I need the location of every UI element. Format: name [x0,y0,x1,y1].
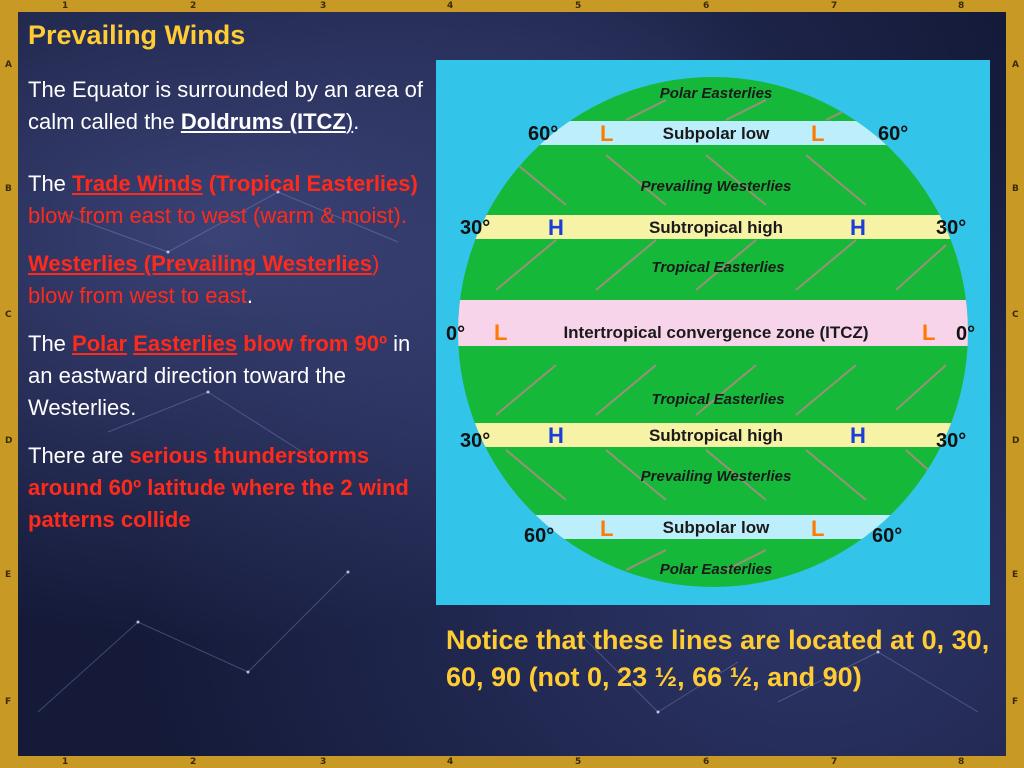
label-itcz: Intertropical convergence zone (ITCZ) [563,323,869,342]
ruler-bottom-6: 6 [703,757,710,767]
slide-background [18,12,1006,756]
lat-30-south-right: 30° [936,430,967,452]
ruler-top-6: 6 [703,1,710,11]
p4-blow: blow from 90º [237,331,387,356]
ruler-bottom-1: 1 [62,757,69,767]
label-polar-easterlies-north: Polar Easterlies [659,85,773,102]
label-subtropical-high-north: Subtropical high [648,218,784,237]
body-text [28,74,428,552]
easterlies-term: Easterlies [133,331,238,356]
lat-0-left: 0° [446,323,466,345]
ruler-right-e: E [1012,570,1019,580]
p1-text: The Equator is surrounded by an area of calm called the [28,77,424,134]
low-marker-eq-east: L [922,320,936,345]
p3-end: . [246,283,253,308]
low-marker-60n-west: L [600,121,614,146]
paragraph-polar [28,328,428,424]
ruler-left-c: C [5,310,12,320]
label-tropical-easterlies-south: Tropical Easterlies [651,391,785,408]
p5-text: There are [28,443,130,468]
lat-0-right: 0° [956,323,976,345]
lat-30-south-left: 30° [460,430,491,452]
lat-60-north-right: 60° [878,123,909,145]
low-marker-60s-east: L [811,516,825,541]
ruler-left-d: D [5,436,13,446]
thunderstorms-text: serious thunderstorms around 60º latitude where the 2 wind patterns collide [28,443,409,532]
ruler-left-b: B [5,184,12,194]
globe-diagram [436,60,990,605]
wind-belts-diagram [436,60,990,605]
ruler-top-7: 7 [831,1,838,11]
slide-title: Prevailing Winds [28,20,246,50]
p1-close: ) [345,109,354,134]
ruler-right-f: F [1012,697,1019,707]
ruler-right-a: A [1012,60,1019,70]
ruler-bottom-4: 4 [447,757,454,767]
low-marker-eq-west: L [494,320,508,345]
low-marker-60n-east: L [811,121,825,146]
ruler-top-3: 3 [320,1,327,11]
high-marker-30s-east: H [850,423,866,448]
high-marker-30n-east: H [850,215,866,240]
ruler-bottom-5: 5 [575,757,582,767]
doldrums-term: Doldrums (ITCZ [180,109,346,134]
ruler-bottom-3: 3 [320,757,327,767]
ruler-top-1: 1 [62,1,69,11]
label-polar-easterlies-south: Polar Easterlies [659,561,773,578]
ruler-bottom-8: 8 [958,757,965,767]
p4-desc: in an eastward direction toward the Westerlies. [28,331,411,420]
trade-winds-term: Trade Winds [72,171,203,196]
notice-text: Notice that these lines are located at 0, 30, 60, 90 (not 0, 23 ½, 66 ½, and 90) [446,625,990,692]
p2-text: The [28,171,73,196]
paragraph-thunderstorms [28,440,428,536]
label-tropical-easterlies-north: Tropical Easterlies [651,259,785,276]
p1-end: . [353,109,360,134]
ruler-top-8: 8 [958,1,965,11]
westerlies-term: Westerlies (Prevailing Westerlies [28,251,373,276]
ruler-top-5: 5 [575,1,582,11]
lat-60-south-right: 60° [872,525,903,547]
paragraph-doldrums [28,74,428,138]
low-marker-60s-west: L [600,516,614,541]
label-subpolar-low-south: Subpolar low [662,518,770,537]
lat-30-north-right: 30° [936,217,967,239]
p3-desc: ) blow from west to east [28,251,380,308]
high-marker-30n-west: H [548,215,564,240]
ruler-left-a: A [5,60,12,70]
label-prevailing-westerlies-south: Prevailing Westerlies [640,468,792,485]
high-marker-30s-west: H [548,423,564,448]
ruler-top-4: 4 [447,1,454,11]
p4-text: The [28,331,73,356]
ruler-right-b: B [1012,184,1019,194]
label-subpolar-low-north: Subpolar low [662,124,770,143]
polar-term: Polar [72,331,128,356]
p2-desc: blow from east to west (warm & moist). [28,203,407,228]
ruler-top-2: 2 [190,1,197,11]
paragraph-trade-winds [28,168,428,232]
ruler-right-c: C [1012,310,1019,320]
paragraph-westerlies [28,248,428,312]
ruler-left-f: F [5,697,12,707]
ruler-bottom-2: 2 [190,757,197,767]
ruler-right-d: D [1012,436,1020,446]
tropical-easterlies-term: (Tropical Easterlies) [202,171,418,196]
label-prevailing-westerlies-north: Prevailing Westerlies [640,178,792,195]
label-subtropical-high-south: Subtropical high [648,426,784,445]
lat-60-north-left: 60° [528,123,559,145]
lat-60-south-left: 60° [524,525,555,547]
ruler-bottom-7: 7 [831,757,838,767]
lat-30-north-left: 30° [460,217,491,239]
ruler-left-e: E [5,570,12,580]
